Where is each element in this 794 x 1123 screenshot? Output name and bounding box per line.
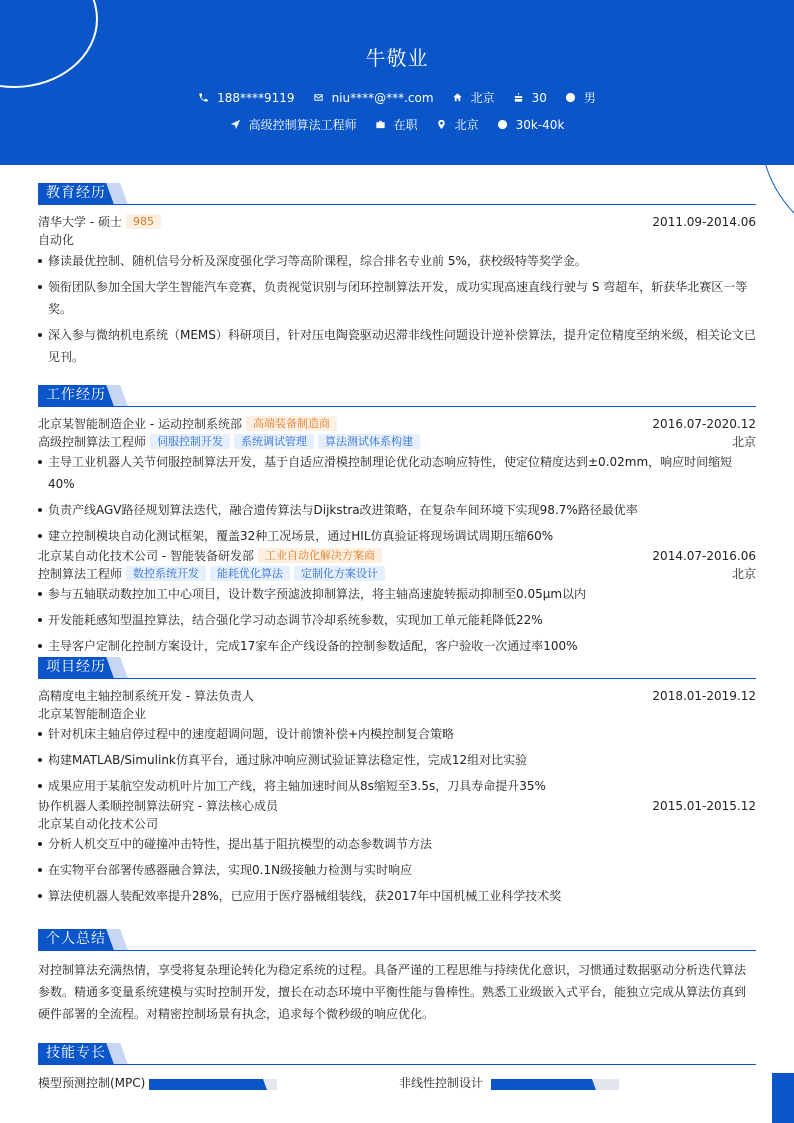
project-period: 2015.01-2015.12 bbox=[652, 799, 756, 813]
list-item: 负责产线AGV路径规划算法迭代，融合遗传算法与Dijkstra改进策略，在复杂车间环境下实现98.7%路径最优率 bbox=[38, 499, 756, 521]
section-title bbox=[38, 1043, 756, 1065]
decorative-block bbox=[772, 1073, 794, 1123]
contact-row bbox=[0, 89, 794, 106]
project-name-line bbox=[38, 687, 756, 705]
job-city: 北京 bbox=[731, 567, 756, 581]
list-item: 构建MATLAB/Simulink仿真平台，通过脉冲响应测试验证算法稳定性，完成12组对比实验 bbox=[38, 749, 756, 771]
section-label: 工作经历 bbox=[38, 385, 114, 406]
list-item: 成果应用于某航空发动机叶片加工产线，将主轴加速时间从8s缩短至3.5s，刀具寿命提升35% bbox=[38, 775, 756, 797]
summary-text: 对控制算法充满热情，享受将复杂理论转化为稳定系统的过程。具备严谨的工程思维与持续优化意识，习惯通过数据驱动分析迭代算法参数。精通多变量系统建模与实时控制开发，擅长在动态环境中平衡性能与鲁棒性。熟悉工业级嵌入式平台，能独立完成从算法仿真到硬件部署的全流程。对精密控制场景有执念，追求每个微秒级的响应优化。 bbox=[38, 963, 747, 1021]
project-name-line bbox=[38, 797, 756, 815]
gender-item bbox=[565, 89, 596, 106]
list-item: 分析人机交互中的碰撞冲击特性，提出基于阻抗模型的动态参数调节方法 bbox=[38, 833, 756, 855]
company-tag: 高端装备制造商 bbox=[246, 416, 337, 431]
skill-tag: 伺服控制开发 bbox=[150, 434, 230, 449]
job-role: 高级控制算法工程师 bbox=[38, 435, 147, 449]
job-target-text: 高级控制算法工程师 bbox=[248, 118, 357, 132]
list-item: 领衔团队参加全国大学生智能汽车竞赛，负责视觉识别与闭环控制算法开发，成功实现高速直线行驶与 S 弯超车，斩获华北赛区一等奖。 bbox=[38, 276, 756, 320]
job-entry bbox=[38, 415, 756, 547]
list-item: 建立控制模块自动化测试框架，覆盖32种工况场景，通过HIL仿真验证将现场调试周期压缩60% bbox=[38, 525, 756, 547]
list-item: 参与五轴联动数控加工中心项目，设计数字预滤波抑制算法，将主轴高速旋转振动抑制至0.05μm以内 bbox=[38, 583, 756, 605]
home-icon bbox=[452, 92, 463, 103]
project-name: 协作机器人柔顺控制算法研究 - 算法核心成员 bbox=[38, 799, 278, 813]
project-entry bbox=[38, 687, 756, 797]
job-company-line bbox=[38, 415, 756, 433]
skill-bar bbox=[149, 1079, 277, 1090]
job-target-item bbox=[230, 116, 357, 133]
section-title bbox=[38, 929, 756, 951]
resume-header bbox=[0, 0, 794, 165]
salary-item bbox=[497, 118, 565, 132]
list-item: 修读最优控制、随机信号分析及深度强化学习等高阶课程，综合排名专业前 5%，获校级特等奖学金。 bbox=[38, 250, 756, 272]
company-tag: 工业自动化解决方案商 bbox=[258, 548, 382, 563]
list-item: 主导客户定制化控制方案设计，完成17家车企产线设备的控制参数适配，客户验收一次通过率100% bbox=[38, 635, 756, 657]
phone-text: 188****9119 bbox=[217, 90, 295, 105]
phone-item bbox=[198, 91, 294, 105]
project-bullets bbox=[38, 723, 756, 797]
money-icon bbox=[497, 119, 508, 130]
job-city: 北京 bbox=[731, 435, 756, 449]
skill-name: 模型预测控制(MPC) bbox=[38, 1076, 146, 1090]
section-title bbox=[38, 657, 756, 679]
skill-bar bbox=[491, 1079, 619, 1090]
job-company: 北京某智能制造企业 - 运动控制系统部 bbox=[38, 417, 242, 431]
section-title bbox=[38, 385, 756, 407]
email-item bbox=[313, 91, 434, 105]
home-item bbox=[452, 89, 495, 106]
school-name: 清华大学 - 硕士 bbox=[38, 215, 122, 229]
list-item: 开发能耗感知型温控算法，结合强化学习动态调节冷却系统参数，实现加工单元能耗降低22% bbox=[38, 609, 756, 631]
job-role: 控制算法工程师 bbox=[38, 567, 123, 581]
project-org: 北京某智能制造企业 bbox=[38, 707, 147, 721]
education-period: 2011.09-2014.06 bbox=[652, 215, 756, 229]
salary-text: 30k-40k bbox=[515, 117, 565, 132]
skill-tag: 能耗优化算法 bbox=[210, 566, 290, 581]
email-text: niu****@***.com bbox=[331, 90, 434, 105]
home-text: 北京 bbox=[470, 91, 495, 105]
work-section bbox=[38, 385, 756, 657]
job-period: 2016.07-2020.12 bbox=[652, 417, 756, 431]
gender-text: 男 bbox=[583, 91, 596, 105]
list-item: 针对机床主轴启停过程中的速度超调问题，设计前馈补偿+内模控制复合策略 bbox=[38, 723, 756, 745]
location-text: 北京 bbox=[454, 118, 479, 132]
section-title bbox=[38, 183, 756, 205]
job-company: 北京某自动化技术公司 - 智能装备研发部 bbox=[38, 549, 254, 563]
skill-tag: 数控系统开发 bbox=[126, 566, 206, 581]
job-role-line bbox=[38, 565, 756, 583]
list-item: 主导工业机器人关节伺服控制算法开发，基于自适应滑模控制理论优化动态响应特性，使定位精度达到±0.02mm，响应时间缩短40% bbox=[38, 451, 756, 495]
list-item: 在实物平台部署传感器融合算法，实现0.1N级接触力检测与实时响应 bbox=[38, 859, 756, 881]
intent-row bbox=[0, 116, 794, 133]
candidate-name: 牛敬业 bbox=[365, 46, 429, 70]
education-bullets bbox=[38, 250, 756, 368]
job-bullets bbox=[38, 583, 756, 657]
mail-icon bbox=[313, 92, 324, 103]
project-org: 北京某自动化技术公司 bbox=[38, 817, 159, 831]
skill-tag: 算法测试体系构建 bbox=[318, 434, 420, 449]
projects-section bbox=[38, 657, 756, 907]
skill-level-fill bbox=[491, 1079, 591, 1090]
gender-icon bbox=[565, 92, 576, 103]
project-name: 高精度电主轴控制系统开发 - 算法负责人 bbox=[38, 689, 254, 703]
briefcase-icon bbox=[375, 119, 386, 130]
list-item: 算法使机器人装配效率提升28%，已应用于医疗器械组装线，获2017年中国机械工业科学技术奖 bbox=[38, 885, 756, 907]
job-company-line bbox=[38, 547, 756, 565]
decorative-arc bbox=[760, 60, 794, 250]
list-item: 深入参与微纳机电系统（MEMS）科研项目，针对压电陶瓷驱动迟滞非线性问题设计逆补偿算法，提升定位精度至纳米级，相关论文已见刊。 bbox=[38, 324, 756, 368]
project-entry bbox=[38, 797, 756, 907]
job-period: 2014.07-2016.06 bbox=[652, 549, 756, 563]
section-label: 教育经历 bbox=[38, 183, 114, 204]
education-major: 自动化 bbox=[38, 233, 75, 247]
education-section bbox=[38, 183, 756, 368]
skills-section bbox=[38, 1043, 756, 1092]
location-pin-icon bbox=[436, 119, 447, 130]
skill-tag: 系统调试管理 bbox=[234, 434, 314, 449]
education-school-line bbox=[38, 213, 756, 231]
skill-name: 非线性控制设计 bbox=[399, 1076, 484, 1090]
job-entry bbox=[38, 547, 756, 657]
send-icon bbox=[230, 119, 241, 130]
school-tag: 985 bbox=[126, 214, 161, 229]
skills-list bbox=[38, 1074, 756, 1092]
job-role-line bbox=[38, 433, 756, 451]
project-bullets bbox=[38, 833, 756, 907]
age-item bbox=[513, 91, 547, 105]
status-item bbox=[375, 116, 418, 133]
age-text: 30 bbox=[531, 90, 547, 105]
location-item bbox=[436, 116, 479, 133]
summary-section bbox=[38, 929, 756, 1025]
skill-level-fill bbox=[149, 1079, 262, 1090]
cake-icon bbox=[513, 92, 524, 103]
project-period: 2018.01-2019.12 bbox=[652, 689, 756, 703]
status-text: 在职 bbox=[393, 118, 418, 132]
phone-icon bbox=[198, 92, 209, 103]
skill-tag: 定制化方案设计 bbox=[294, 566, 385, 581]
section-label: 技能专长 bbox=[38, 1043, 114, 1064]
section-label: 项目经历 bbox=[38, 657, 114, 678]
job-bullets bbox=[38, 451, 756, 547]
section-label: 个人总结 bbox=[38, 929, 114, 950]
